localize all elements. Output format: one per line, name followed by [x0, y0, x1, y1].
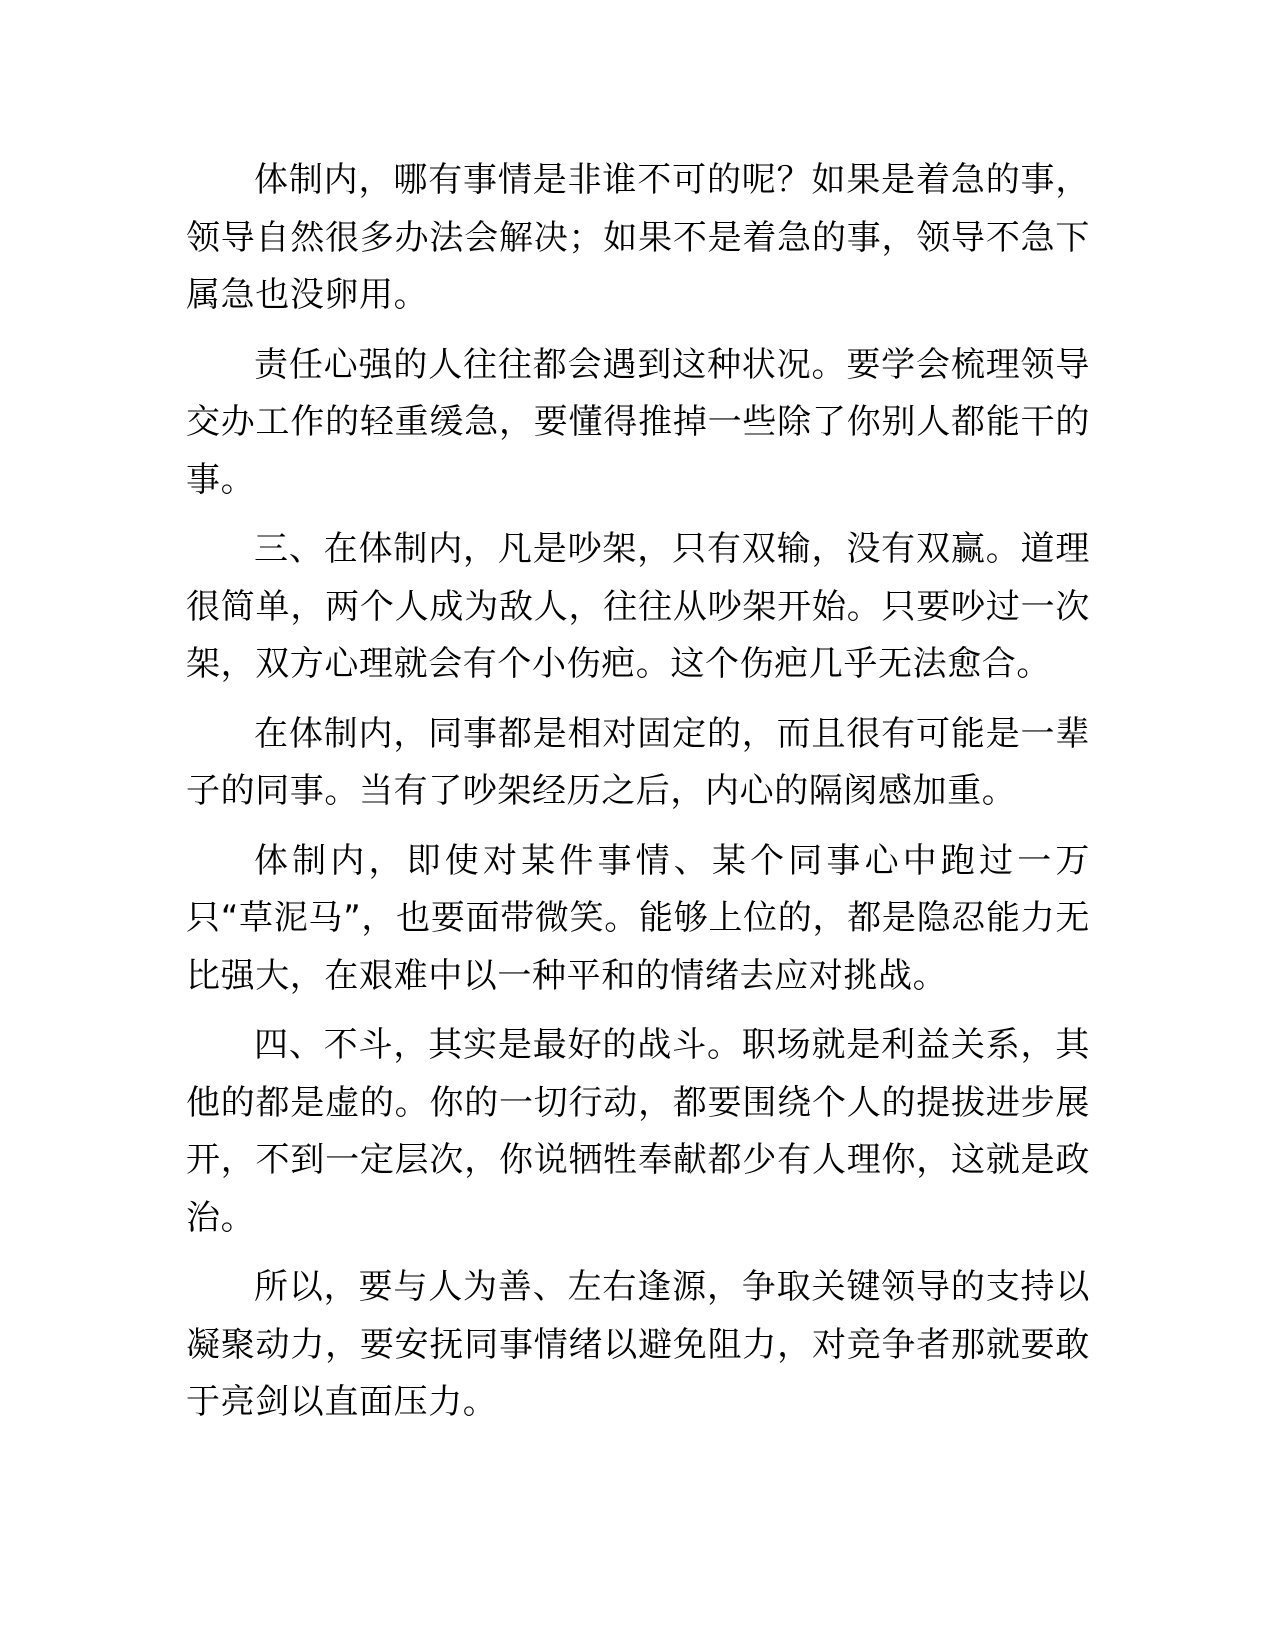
document-body [186, 152, 1090, 1444]
paragraph-2: 责任心强的人往往都会遇到这种状况。要学会梳理领导交办工作的轻重缓急，要懂得推掉一些除了你别人都能干的事。 [186, 344, 1090, 500]
paragraph-7: 所以，要与人为善、左右逢源，争取关键领导的支持以凝聚动力，要安抚同事情绪以避免阻力，对竞争者那就要敢于亮剑以直面压力。 [186, 1267, 1090, 1422]
paragraph-4: 在体制内，同事都是相对固定的，而且很有可能是一辈子的同事。当有了吵架经历之后，内心的隔阂感加重。 [186, 713, 1090, 811]
paragraph-5: 体制内，即使对某件事情、某个同事心中跑过一万只“草泥马”，也要面带微笑。能够上位的，都是隐忍能力无比强大，在艰难中以一种平和的情绪去应对挑战。 [186, 840, 1090, 996]
paragraph-3: 三、在体制内，凡是吵架，只有双输，没有双赢。道理很简单，两个人成为敌人，往往从吵架开始。只要吵过一次架，双方心理就会有个小伤疤。这个伤疤几乎无法愈合。 [186, 529, 1090, 684]
paragraph-6: 四、不斗，其实是最好的战斗。职场就是利益关系，其他的都是虚的。你的一切行动，都要围绕个人的提拔进步展开，不到一定层次，你说牺牲奉献都少有人理你，这就是政治。 [186, 1025, 1090, 1238]
paragraph-1: 体制内，哪有事情是非谁不可的呢？如果是着急的事，领导自然很多办法会解决；如果不是着急的事，领导不急下属急也没卵用。 [186, 160, 1090, 315]
